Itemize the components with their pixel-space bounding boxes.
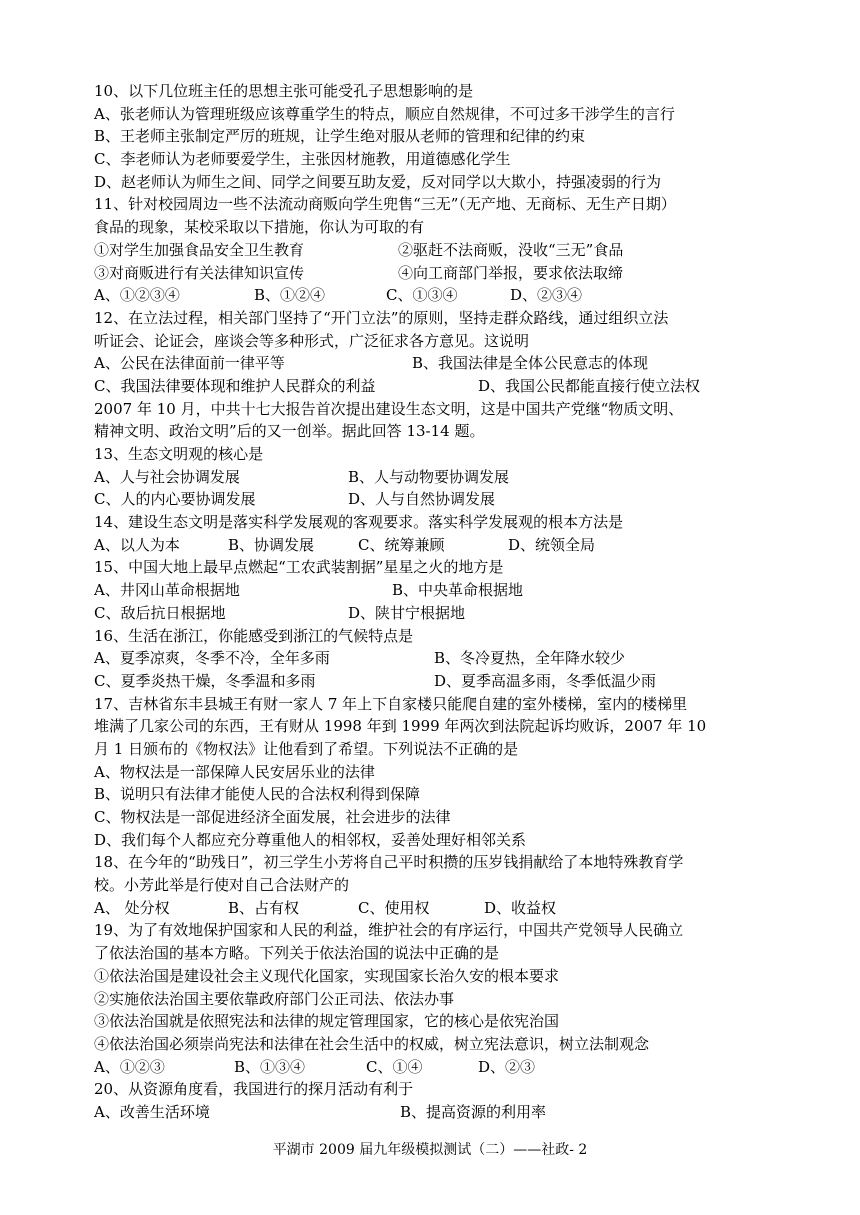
option-text: A、①②③ bbox=[94, 1057, 165, 1076]
line-text: 14、建设生态文明是落实科学发展观的客观要求。落实科学发展观的根本方法是 bbox=[94, 513, 624, 532]
option-text: B、①③④ bbox=[234, 1057, 306, 1076]
option-text: ③对商贩进行有关法律知识宣传 bbox=[94, 263, 305, 282]
text-line bbox=[94, 1033, 794, 1056]
text-line bbox=[94, 534, 794, 557]
line-text: 11、针对校园周边一些不法流动商贩向学生兜售“三无”（无产地、无商标、无生产日期） bbox=[94, 195, 676, 214]
option-text: C、敌后抗日根据地 bbox=[94, 603, 226, 622]
text-line bbox=[94, 783, 794, 806]
text-line bbox=[94, 738, 794, 761]
page-footer: 平湖市 2009 届九年级模拟测试（二）——社政- 2 bbox=[272, 1142, 588, 1158]
text-line bbox=[94, 216, 794, 239]
line-text: 听证会、论证会，座谈会等多种形式，广泛征求各方意见。这说明 bbox=[94, 331, 530, 350]
option-text: A、公民在法律面前一律平等 bbox=[94, 354, 285, 373]
line-text: 校。小芳此举是行使对自己合法财产的 bbox=[94, 876, 350, 895]
text-line bbox=[94, 284, 794, 307]
text-line bbox=[94, 693, 794, 716]
text-line bbox=[94, 919, 794, 942]
line-text: 月 1 日颁布的《物权法》让他看到了希望。下列说法不正确的是 bbox=[94, 739, 519, 758]
option-text: D、陕甘宁根据地 bbox=[348, 603, 466, 622]
text-line bbox=[94, 715, 794, 738]
option-text: B、我国法律是全体公民意志的体现 bbox=[412, 354, 649, 373]
line-text: 2007 年 10 月，中共十七大报告首次提出建设生态文明，这是中国共产党继“物质文明、 bbox=[94, 399, 684, 418]
text-line bbox=[94, 942, 794, 965]
line-text: 15、中国大地上最早点燃起“工农武装割据”星星之火的地方是 bbox=[94, 558, 504, 577]
line-text: D、我们每个人都应充分尊重他人的相邻权，妥善处理好相邻关系 bbox=[94, 830, 527, 849]
line-text: 16、生活在浙江，你能感受到浙江的气候特点是 bbox=[94, 626, 414, 645]
text-line bbox=[94, 988, 794, 1011]
text-line bbox=[94, 420, 794, 443]
line-text: ②实施依法治国主要依靠政府部门公正司法、依法办事 bbox=[94, 989, 455, 1008]
line-text: 堆满了几家公司的东西，王有财从 1998 年到 1999 年两次到法院起诉均败诉，2007 年 10 bbox=[94, 717, 707, 736]
text-line bbox=[94, 466, 794, 489]
text-line bbox=[94, 1078, 794, 1101]
text-line bbox=[94, 171, 794, 194]
option-text: C、使用权 bbox=[358, 898, 430, 917]
text-line bbox=[94, 193, 794, 216]
text-line bbox=[94, 398, 794, 421]
option-text: A、夏季凉爽，冬季不冷，全年多雨 bbox=[94, 649, 330, 668]
option-text: A、井冈山革命根据地 bbox=[94, 581, 240, 600]
option-text: D、收益权 bbox=[484, 898, 557, 917]
text-line bbox=[94, 965, 794, 988]
line-text: ①依法治国是建设社会主义现代化国家，实现国家长治久安的根本要求 bbox=[94, 966, 560, 985]
text-line bbox=[94, 103, 794, 126]
line-text: 12、在立法过程，相关部门坚持了“开门立法”的原则，坚持走群众路线，通过组织立法 bbox=[94, 308, 669, 327]
option-text: C、人的内心要协调发展 bbox=[94, 490, 256, 509]
option-text: D、人与自然协调发展 bbox=[348, 490, 496, 509]
option-text: D、我国公民都能直接行使立法权 bbox=[478, 376, 701, 395]
option-text: D、②③④ bbox=[510, 286, 583, 305]
line-text: 17、吉林省东丰县城王有财一家人 7 年上下自家楼只能爬自建的室外楼梯，室内的楼梯里 bbox=[94, 694, 688, 713]
option-text: D、统领全局 bbox=[508, 535, 596, 554]
option-text: A、 处分权 bbox=[94, 898, 170, 917]
line-text: A、物权法是一部保障人民安居乐业的法律 bbox=[94, 762, 375, 781]
option-text: B、人与动物要协调发展 bbox=[348, 467, 510, 486]
text-line bbox=[94, 647, 794, 670]
line-text: 10、以下几位班主任的思想主张可能受孔子思想影响的是 bbox=[94, 82, 474, 100]
text-line bbox=[94, 443, 794, 466]
line-text: 20、从资源角度看，我国进行的探月活动有利于 bbox=[94, 1080, 414, 1099]
option-text: B、①②④ bbox=[254, 286, 326, 305]
text-line bbox=[94, 1056, 794, 1079]
option-text: ②驱赶不法商贩，没收“三无”食品 bbox=[398, 240, 624, 259]
option-text: A、①②③④ bbox=[94, 286, 180, 305]
text-line bbox=[94, 806, 794, 829]
text-line bbox=[94, 262, 794, 285]
text-line bbox=[94, 330, 794, 353]
text-line bbox=[94, 239, 794, 262]
line-text: 了依法治国的基本方略。下列关于依法治国的说法中正确的是 bbox=[94, 944, 500, 963]
text-line bbox=[94, 125, 794, 148]
text-line bbox=[94, 625, 794, 648]
option-text: C、统筹兼顾 bbox=[358, 535, 445, 554]
line-text: B、王老师主张制定严厉的班规，让学生绝对服从老师的管理和纪律的约束 bbox=[94, 127, 586, 146]
line-text: 18、在今年的“助残日”，初三学生小芳将自己平时积攒的压岁钱捐献给了本地特殊教育学 bbox=[94, 853, 684, 872]
line-text: 13、生态文明观的核心是 bbox=[94, 445, 264, 463]
option-text: C、①④ bbox=[366, 1057, 423, 1076]
text-line bbox=[94, 761, 794, 784]
line-text: C、物权法是一部促进经济全面发展，社会进步的法律 bbox=[94, 808, 451, 826]
option-text: ①对学生加强食品安全卫生教育 bbox=[94, 240, 305, 259]
option-text: C、夏季炎热干燥，冬季温和多雨 bbox=[94, 671, 316, 690]
text-line bbox=[94, 488, 794, 511]
option-text: A、以人为本 bbox=[94, 535, 180, 554]
line-text: B、说明只有法律才能使人民的合法权利得到保障 bbox=[94, 785, 421, 804]
text-line bbox=[94, 375, 794, 398]
option-text: C、①③④ bbox=[386, 286, 458, 305]
option-text: A、人与社会协调发展 bbox=[94, 467, 240, 486]
line-text: A、张老师认为管理班级应该尊重学生的特点，顺应自然规律，不可过多干涉学生的言行 bbox=[94, 104, 675, 123]
line-text: 精神文明、政治文明”后的又一创举。据此回答 13-14 题。 bbox=[94, 422, 485, 441]
text-line bbox=[94, 579, 794, 602]
text-line bbox=[94, 874, 794, 897]
option-text: C、我国法律要体现和维护人民群众的利益 bbox=[94, 376, 376, 395]
option-text: ④向工商部门举报，要求依法取缔 bbox=[398, 263, 624, 282]
line-text: ③依法治国就是依照宪法和法律的规定管理国家，它的核心是依宪治国 bbox=[94, 1012, 560, 1031]
text-line bbox=[94, 1101, 794, 1124]
line-text: D、赵老师认为师生之间、同学之间要互助友爱，反对同学以大欺小，持强凌弱的行为 bbox=[94, 172, 662, 191]
option-text: B、占有权 bbox=[228, 898, 300, 917]
text-line bbox=[94, 1010, 794, 1033]
text-line bbox=[94, 670, 794, 693]
option-text: B、提高资源的利用率 bbox=[400, 1102, 547, 1121]
text-line bbox=[94, 851, 794, 874]
line-text: 19、为了有效地保护国家和人民的利益，维护社会的有序运行，中国共产党领导人民确立 bbox=[94, 921, 684, 940]
text-line bbox=[94, 829, 794, 852]
text-line bbox=[94, 307, 794, 330]
line-text: C、李老师认为老师要爱学生，主张因材施教，用道德感化学生 bbox=[94, 150, 511, 169]
text-line bbox=[94, 352, 794, 375]
option-text: A、改善生活环境 bbox=[94, 1102, 210, 1121]
text-line bbox=[94, 897, 794, 920]
text-line bbox=[94, 148, 794, 171]
option-text: D、夏季高温多雨，冬季低温少雨 bbox=[434, 671, 657, 690]
line-text: ④依法治国必须崇尚宪法和法律在社会生活中的权威，树立宪法意识，树立法制观念 bbox=[94, 1034, 650, 1053]
text-line bbox=[94, 511, 794, 534]
text-line bbox=[94, 602, 794, 625]
line-text: 食品的现象，某校采取以下措施，你认为可取的有 bbox=[94, 218, 425, 237]
text-line bbox=[94, 556, 794, 579]
option-text: D、②③ bbox=[478, 1057, 536, 1076]
option-text: B、冬冷夏热，全年降水较少 bbox=[434, 649, 626, 668]
text-line bbox=[94, 80, 794, 103]
option-text: B、中央革命根据地 bbox=[392, 581, 524, 600]
question-text-block bbox=[94, 80, 794, 1124]
option-text: B、协调发展 bbox=[228, 535, 315, 554]
